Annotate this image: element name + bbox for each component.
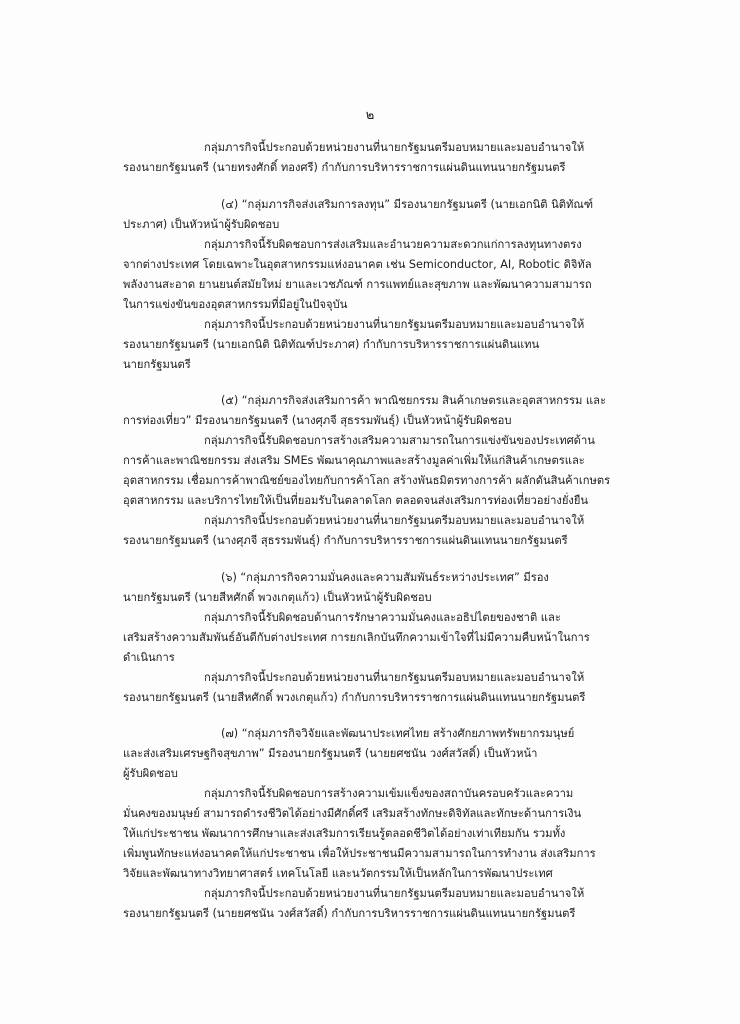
text-line: (๕) “กลุ่มภารกิจส่งเสริมการค้า พาณิชยกรรม สินค้าเกษตรและอุตสาหกรรม และ bbox=[221, 394, 606, 407]
text-line: ให้แก่ประชาชน พัฒนาการศึกษาและส่งเสริมการเรียนรู้ตลอดชีวิตได้อย่างเท่าเทียมกัน รวมทั้ง bbox=[123, 827, 566, 840]
text-line: กลุ่มภารกิจนี้ประกอบด้วยหน่วยงานที่นายกรัฐมนตรีมอบหมายและมอบอำนาจให้ bbox=[204, 141, 585, 154]
text-line: เพิ่มพูนทักษะแห่งอนาคตให้แก่ประชาชน เพื่อให้ประชาชนมีความสามารถในการทำงาน ส่งเสริมการ bbox=[123, 847, 596, 860]
text-line: นายกรัฐมนตรี bbox=[123, 358, 191, 371]
text-line: กลุ่มภารกิจนี้ประกอบด้วยหน่วยงานที่นายกรัฐมนตรีมอบหมายและมอบอำนาจให้ bbox=[204, 887, 585, 900]
text-line: รองนายกรัฐมนตรี (นายยศชนัน วงศ์สวัสดิ์) กำกับการบริหารราชการแผ่นดินแทนนายกรัฐมนตรี bbox=[123, 907, 576, 920]
text-line: กลุ่มภารกิจนี้ประกอบด้วยหน่วยงานที่นายกรัฐมนตรีมอบหมายและมอบอำนาจให้ bbox=[204, 318, 585, 331]
text-line: (๗) “กลุ่มภารกิจวิจัยและพัฒนาประเทศไทย สร้างศักยภาพทรัพยากรมนุษย์ bbox=[221, 727, 575, 740]
text-line: ประภาศ) เป็นหัวหน้าผู้รับผิดชอบ bbox=[123, 218, 280, 231]
text-line: กลุ่มภารกิจนี้รับผิดชอบการสร้างความเข้มแข็งของสถาบันครอบครัวและความ bbox=[204, 787, 574, 800]
text-line: ดำเนินการ bbox=[123, 651, 175, 664]
text-line: พลังงานสะอาด ยานยนต์สมัยใหม่ ยาและเวชภัณฑ์ การแพทย์และสุขภาพ และพัฒนาความสามารถ bbox=[123, 278, 592, 291]
text-line: นายกรัฐมนตรี (นายสีหศักดิ์ พวงเกตุแก้ว) เป็นหัวหน้าผู้รับผิดชอบ bbox=[123, 591, 432, 604]
text-line: ในการแข่งขันของอุตสาหกรรมที่มีอยู่ในปัจจุบัน bbox=[123, 298, 348, 311]
text-line: การท่องเที่ยว” มีรองนายกรัฐมนตรี (นางศุภจี สุธรรมพันธุ์) เป็นหัวหน้าผู้รับผิดชอบ bbox=[123, 414, 512, 427]
text-line: วิจัยและพัฒนาทางวิทยาศาสตร์ เทคโนโลยี และนวัตกรรมให้เป็นหลักในการพัฒนาประเทศ bbox=[123, 867, 553, 880]
text-line: กลุ่มภารกิจนี้ประกอบด้วยหน่วยงานที่นายกรัฐมนตรีมอบหมายและมอบอำนาจให้ bbox=[204, 514, 585, 527]
page-number: ๒ bbox=[365, 108, 375, 123]
text-line: การค้าและพาณิชยกรรม ส่งเสริม SMEs พัฒนาคุณภาพและสร้างมูลค่าเพิ่มให้แก่สินค้าเกษตรและ bbox=[123, 454, 585, 467]
text-line: (๔) “กลุ่มภารกิจส่งเสริมการลงทุน” มีรองนายกรัฐมนตรี (นายเอกนิติ นิติทัณฑ์ bbox=[221, 198, 594, 211]
text-line: อุตสาหกรรม และบริการไทยให้เป็นที่ยอมรับในตลาดโลก ตลอดจนส่งเสริมการท่องเที่ยวอย่างยั่งยืน bbox=[123, 494, 589, 507]
text-line: มั่นคงของมนุษย์ สามารถดำรงชีวิตได้อย่างมีศักดิ์ศรี เสริมสร้างทักษะดิจิทัลและทักษะด้านการเงิน bbox=[123, 807, 582, 820]
text-line: รองนายกรัฐมนตรี (นางศุภจี สุธรรมพันธุ์) กำกับการบริหารราชการแผ่นดินแทนนายกรัฐมนตรี bbox=[123, 534, 568, 547]
text-line: รองนายกรัฐมนตรี (นายเอกนิติ นิติทัณฑ์ประภาศ) กำกับการบริหารราชการแผ่นดินแทน bbox=[123, 338, 540, 351]
text-line: กลุ่มภารกิจนี้ประกอบด้วยหน่วยงานที่นายกรัฐมนตรีมอบหมายและมอบอำนาจให้ bbox=[204, 671, 585, 684]
text-line: จากต่างประเทศ โดยเฉพาะในอุตสาหกรรมแห่งอนาคต เช่น Semiconductor, AI, Robotic ดิจิทัล bbox=[123, 258, 592, 271]
text-line: กลุ่มภารกิจนี้รับผิดชอบการส่งเสริมและอำนวยความสะดวกแก่การลงทุนทางตรง bbox=[204, 238, 582, 251]
text-line: และส่งเสริมเศรษฐกิจสุขภาพ” มีรองนายกรัฐมนตรี (นายยศชนัน วงศ์สวัสดิ์) เป็นหัวหน้า bbox=[123, 747, 538, 760]
text-line: รองนายกรัฐมนตรี (นายสีหศักดิ์ พวงเกตุแก้ว) กำกับการบริหารราชการแผ่นดินแทนนายกรัฐมนตรี bbox=[123, 691, 586, 704]
text-line: เสริมสร้างความสัมพันธ์อันดีกับต่างประเทศ การยกเลิกบันทึกความเข้าใจที่ไม่มีความคืบหน้าในการ bbox=[123, 631, 590, 644]
text-line: อุตสาหกรรม เชื่อมการค้าพาณิชย์ของไทยกับการค้าโลก สร้างพันธมิตรทางการค้า ผลักดันสินค้าเกษตร bbox=[123, 474, 611, 487]
text-line: กลุ่มภารกิจนี้รับผิดชอบด้านการรักษาความมั่นคงและอธิปไตยของชาติ และ bbox=[204, 611, 561, 624]
text-line: กลุ่มภารกิจนี้รับผิดชอบการสร้างเสริมความสามารถในการแข่งขันของประเทศด้าน bbox=[204, 434, 595, 447]
text-line: (๖) “กลุ่มภารกิจความมั่นคงและความสัมพันธ์ระหว่างประเทศ” มีรอง bbox=[221, 571, 549, 584]
text-line: ผู้รับผิดชอบ bbox=[123, 767, 178, 780]
text-line: รองนายกรัฐมนตรี (นายทรงศักดิ์ ทองศรี) กำกับการบริหารราชการแผ่นดินแทนนายกรัฐมนตรี bbox=[123, 161, 566, 174]
